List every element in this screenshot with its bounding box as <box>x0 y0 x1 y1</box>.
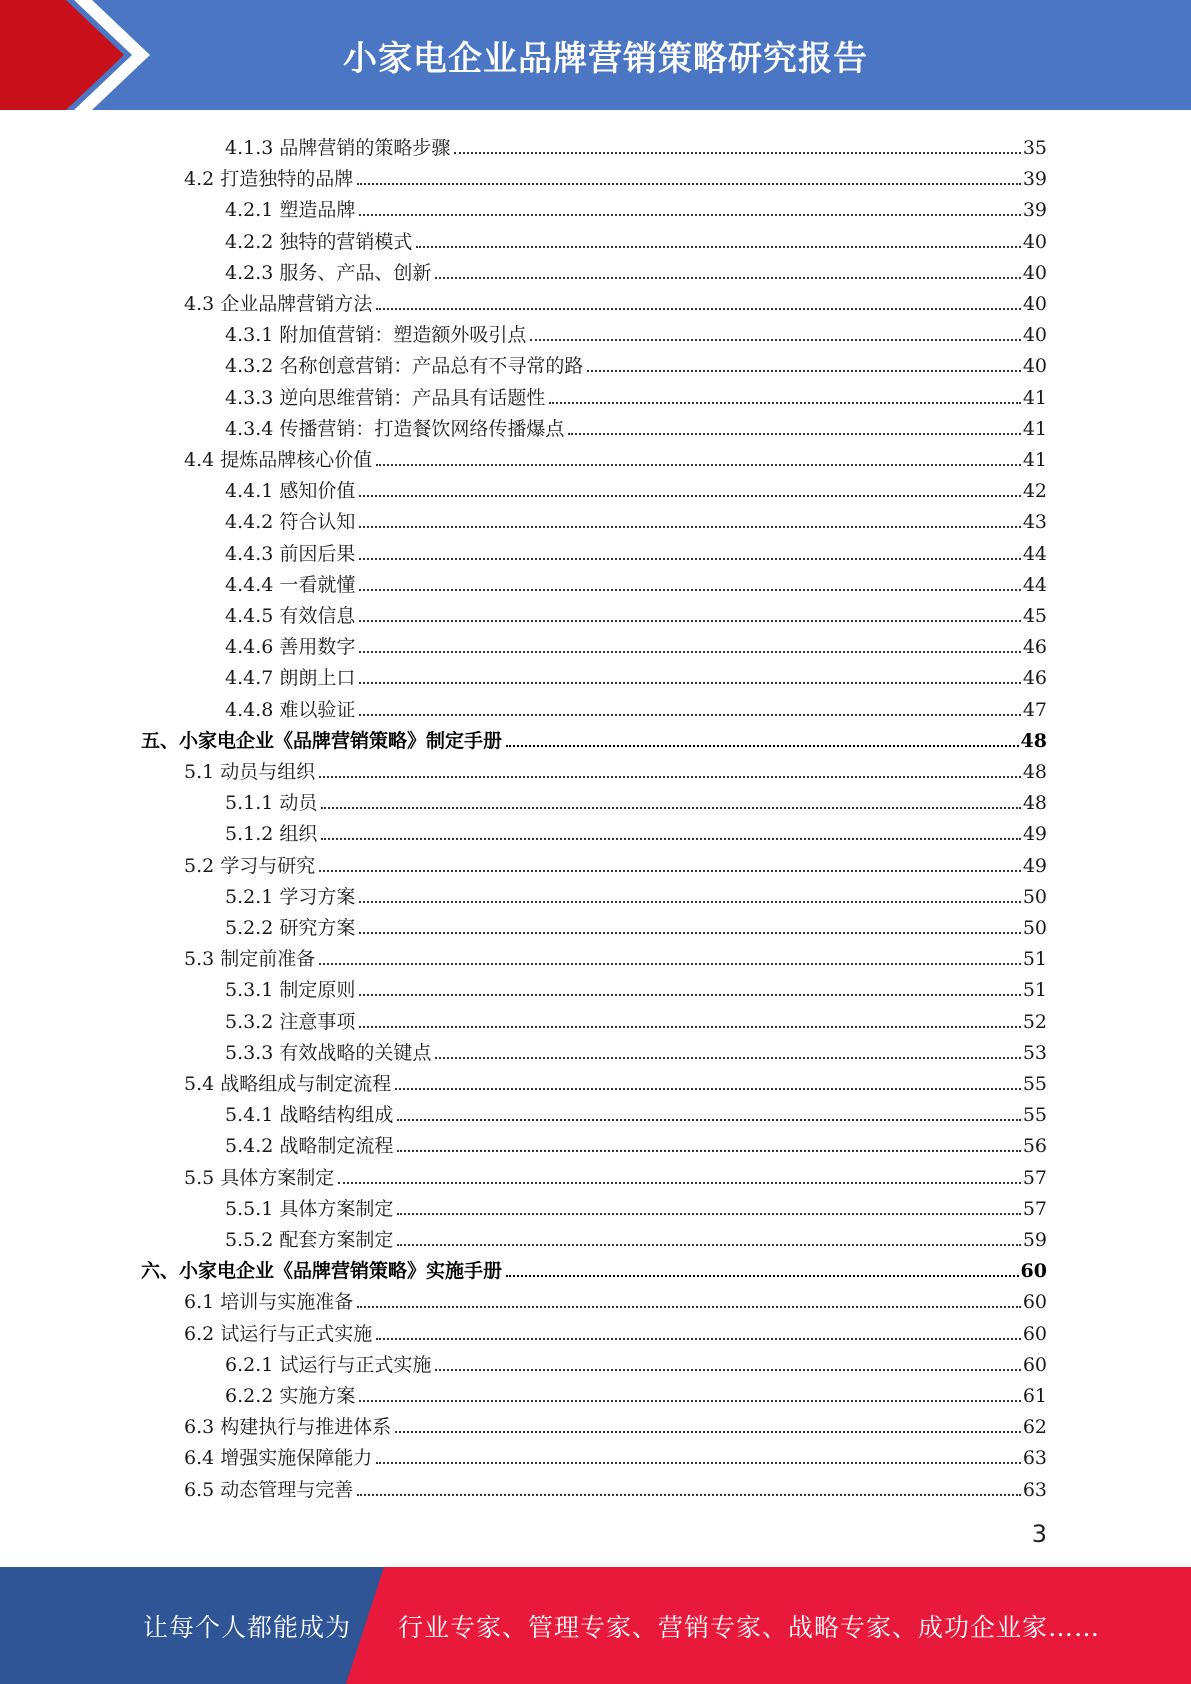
toc-leader-dots <box>338 1182 1021 1184</box>
page-footer <box>0 1567 1191 1684</box>
toc-leader-dots <box>359 901 1020 903</box>
toc-entry-label: 5.1.2 组织 <box>225 823 318 846</box>
toc-leader-dots <box>376 1462 1021 1464</box>
toc-entry-label: 4.2.3 服务、产品、创新 <box>225 261 432 284</box>
toc-entry-page: 55 <box>1022 1104 1047 1127</box>
toc-entry-label: 5.3.3 有效战略的关键点 <box>225 1041 432 1064</box>
toc-leader-dots <box>357 183 1021 185</box>
toc-entry[interactable] <box>225 1095 1047 1126</box>
toc-leader-dots <box>549 402 1020 404</box>
toc-leader-dots <box>359 932 1020 934</box>
toc-leader-dots <box>357 1306 1021 1308</box>
toc-entry-label: 六、小家电企业《品牌营销策略》实施手册 <box>141 1260 503 1283</box>
toc-entry-page: 40 <box>1022 293 1047 315</box>
toc-entry-page: 46 <box>1022 636 1047 659</box>
toc-leader-dots <box>397 1150 1020 1152</box>
toc-entry[interactable] <box>225 1345 1047 1376</box>
toc-entry-page: 60 <box>1022 1322 1047 1345</box>
toc-leader-dots <box>506 1275 1019 1277</box>
toc-entry-page: 50 <box>1022 885 1047 908</box>
toc-leader-dots <box>359 558 1020 560</box>
toc-leader-dots <box>454 152 1020 154</box>
toc-entry-page: 52 <box>1022 1010 1047 1033</box>
toc-entry-page: 53 <box>1022 1041 1047 1064</box>
toc-leader-dots <box>395 1088 1021 1090</box>
toc-entry[interactable] <box>225 190 1047 221</box>
toc-entry-page: 39 <box>1022 199 1047 222</box>
toc-entry-label: 4.4.8 难以验证 <box>225 698 356 721</box>
toc-entry[interactable] <box>184 1158 1047 1189</box>
toc-entry[interactable] <box>225 1002 1047 1033</box>
page-header <box>0 0 1191 110</box>
report-title: 小家电企业品牌营销策略研究报告 <box>343 38 868 79</box>
toc-entry-page: 57 <box>1022 1197 1047 1220</box>
toc-entry-label: 5.4 战略组成与制定流程 <box>184 1073 392 1095</box>
toc-entry-page: 61 <box>1022 1385 1047 1407</box>
toc-entry-page: 55 <box>1022 1073 1047 1095</box>
toc-entry-page: 44 <box>1022 542 1047 565</box>
toc-entry-label: 4.4.4 一看就懂 <box>225 573 356 596</box>
toc-entry-page: 47 <box>1022 698 1047 721</box>
page-number: 3 <box>1031 1520 1047 1548</box>
toc-entry-page: 40 <box>1022 230 1047 253</box>
toc-leader-dots <box>321 838 1020 840</box>
toc-entry-page: 43 <box>1022 511 1047 534</box>
toc-entry-page: 48 <box>1022 792 1047 815</box>
toc-leader-dots <box>319 963 1021 965</box>
toc-entry-page: 41 <box>1022 386 1047 409</box>
toc-entry-label: 5.2.2 研究方案 <box>225 917 356 939</box>
toc-leader-dots <box>397 1244 1020 1246</box>
toc-leader-dots <box>359 1026 1020 1028</box>
toc-entry-page: 63 <box>1022 1447 1047 1470</box>
toc-entry-label: 6.4 增强实施保障能力 <box>184 1447 373 1470</box>
toc-entry-label: 5.3.1 制定原则 <box>225 979 356 1002</box>
toc-leader-dots <box>319 870 1021 872</box>
toc-entry-page: 48 <box>1020 729 1047 752</box>
toc-leader-dots <box>568 433 1020 435</box>
toc-leader-dots <box>359 620 1020 622</box>
toc-entry-page: 41 <box>1022 417 1047 440</box>
toc-entry[interactable] <box>225 814 1047 845</box>
toc-leader-dots <box>395 1431 1021 1433</box>
toc-entry[interactable] <box>225 658 1047 689</box>
toc-entry-page: 45 <box>1022 605 1047 627</box>
footer-slogan-left: 让每个人都能成为 <box>143 1612 352 1642</box>
footer-slogan-right: 行业专家、管理专家、营销专家、战略专家、成功企业家…… <box>398 1612 1101 1642</box>
toc-leader-dots <box>359 1400 1020 1402</box>
toc-leader-dots <box>397 1119 1020 1121</box>
toc-entry[interactable] <box>225 222 1047 253</box>
toc-leader-dots <box>357 1494 1021 1496</box>
toc-entry-label: 6.5 动态管理与完善 <box>184 1478 354 1501</box>
toc-entry[interactable] <box>184 1064 1047 1095</box>
toc-entry-page: 39 <box>1022 168 1047 191</box>
toc-entry-label: 5.3 制定前准备 <box>184 948 316 971</box>
toc-entry[interactable] <box>225 315 1047 346</box>
toc-leader-dots <box>397 1213 1020 1215</box>
toc-entry-label: 5.5.1 具体方案制定 <box>225 1197 394 1220</box>
toc-entry[interactable] <box>225 596 1047 627</box>
toc-entry-label: 4.2.2 独特的营销模式 <box>225 230 413 253</box>
toc-entry-label: 4.3.4 传播营销：打造餐饮网络传播爆点 <box>225 417 565 440</box>
toc-leader-dots <box>359 589 1020 591</box>
toc-entry[interactable] <box>184 1438 1047 1469</box>
toc-entry[interactable] <box>225 471 1047 502</box>
toc-entry-label: 4.4 提炼品牌核心价值 <box>184 449 373 471</box>
toc-entry-label: 4.4.3 前因后果 <box>225 542 356 565</box>
toc-leader-dots <box>321 807 1020 809</box>
toc-entry-page: 40 <box>1022 355 1047 378</box>
toc-entry-page: 49 <box>1022 823 1047 846</box>
toc-entry-label: 5.3.2 注意事项 <box>225 1010 356 1033</box>
toc-leader-dots <box>435 1057 1020 1059</box>
toc-entry[interactable] <box>184 752 1047 783</box>
toc-entry-label: 5.4.2 战略制定流程 <box>225 1135 394 1158</box>
toc-entry-label: 4.4.1 感知价值 <box>225 480 356 503</box>
toc-entry-label: 5.5 具体方案制定 <box>184 1166 335 1189</box>
toc-entry-label: 五、小家电企业《品牌营销策略》制定手册 <box>141 729 503 752</box>
toc-entry-page: 48 <box>1022 761 1047 783</box>
toc-entry[interactable] <box>225 534 1047 565</box>
toc-entry-label: 4.4.6 善用数字 <box>225 636 356 659</box>
toc-entry-label: 4.4.5 有效信息 <box>225 605 356 627</box>
toc-entry[interactable] <box>225 1376 1047 1407</box>
toc-entry-label: 4.2.1 塑造品牌 <box>225 199 356 222</box>
toc-entry[interactable] <box>184 284 1047 315</box>
toc-entry-label: 4.2 打造独特的品牌 <box>184 168 354 191</box>
toc-entry-page: 62 <box>1022 1416 1047 1439</box>
toc-entry-page: 56 <box>1022 1135 1047 1158</box>
toc-leader-dots <box>359 495 1020 497</box>
toc-entry-label: 4.3.1 附加值营销：塑造额外吸引点 <box>225 324 527 347</box>
toc-leader-dots <box>359 682 1020 684</box>
toc-leader-dots <box>359 714 1020 716</box>
toc-entry-label: 5.5.2 配套方案制定 <box>225 1229 394 1251</box>
toc-entry-label: 4.1.3 品牌营销的策略步骤 <box>225 137 451 159</box>
toc-entry[interactable] <box>184 939 1047 970</box>
toc-entry-label: 4.3.3 逆向思维营销：产品具有话题性 <box>225 386 546 409</box>
toc-entry-label: 5.1.1 动员 <box>225 792 318 815</box>
toc-leader-dots <box>435 277 1020 279</box>
toc-entry[interactable] <box>225 908 1047 939</box>
toc-entry-page: 35 <box>1022 137 1047 159</box>
toc-leader-dots <box>359 994 1020 996</box>
toc-entry-label: 5.2 学习与研究 <box>184 854 316 877</box>
toc-entry[interactable] <box>225 1220 1047 1251</box>
toc-entry[interactable] <box>225 1033 1047 1064</box>
toc-entry-page: 63 <box>1022 1478 1047 1501</box>
toc-entry-label: 6.2.2 实施方案 <box>225 1385 356 1407</box>
toc-entry-page: 44 <box>1022 573 1047 596</box>
toc-leader-dots <box>376 1338 1021 1340</box>
toc-leader-dots <box>359 526 1020 528</box>
toc-leader-dots <box>587 370 1020 372</box>
toc-leader-dots <box>359 214 1020 216</box>
toc-entry-label: 6.2.1 试运行与正式实施 <box>225 1353 432 1376</box>
toc-leader-dots <box>376 308 1021 310</box>
toc-entry[interactable] <box>184 1314 1047 1345</box>
toc-leader-dots <box>530 339 1020 341</box>
toc-entry-label: 5.4.1 战略结构组成 <box>225 1104 394 1127</box>
toc-entry[interactable] <box>225 128 1047 159</box>
toc-entry[interactable] <box>225 346 1047 377</box>
toc-entry[interactable] <box>141 721 1047 752</box>
toc-entry[interactable] <box>141 1251 1047 1282</box>
toc-entry-label: 5.1 动员与组织 <box>184 761 316 783</box>
toc-entry-page: 49 <box>1022 854 1047 877</box>
toc-leader-dots <box>416 246 1020 248</box>
toc-entry[interactable] <box>225 409 1047 440</box>
toc-entry[interactable] <box>225 253 1047 284</box>
toc-entry[interactable] <box>184 846 1047 877</box>
toc-entry[interactable] <box>184 159 1047 190</box>
toc-entry-page: 41 <box>1022 449 1047 471</box>
toc-entry-page: 40 <box>1022 261 1047 284</box>
toc-entry[interactable] <box>184 1407 1047 1438</box>
toc-leader-dots <box>319 776 1021 778</box>
toc-entry[interactable] <box>225 1189 1047 1220</box>
toc-entry-page: 46 <box>1022 667 1047 690</box>
toc-entry[interactable] <box>184 1282 1047 1313</box>
toc-entry-page: 50 <box>1022 917 1047 939</box>
toc-entry[interactable] <box>184 1470 1047 1501</box>
toc-leader-dots <box>435 1369 1020 1371</box>
toc-entry-label: 4.3 企业品牌营销方法 <box>184 293 373 315</box>
toc-entry-page: 51 <box>1022 948 1047 971</box>
toc-entry[interactable] <box>184 440 1047 471</box>
toc-entry-page: 60 <box>1022 1291 1047 1314</box>
toc-entry-page: 57 <box>1022 1166 1047 1189</box>
toc-entry-page: 60 <box>1020 1260 1047 1283</box>
toc-entry-label: 4.4.2 符合认知 <box>225 511 356 534</box>
toc-entry-page: 40 <box>1022 324 1047 347</box>
toc-entry-page: 59 <box>1022 1229 1047 1251</box>
toc-entry-label: 6.2 试运行与正式实施 <box>184 1322 373 1345</box>
toc-entry[interactable] <box>225 690 1047 721</box>
toc-entry-page: 42 <box>1022 480 1047 503</box>
toc-entry-page: 60 <box>1022 1353 1047 1376</box>
toc-entry-label: 5.2.1 学习方案 <box>225 885 356 908</box>
toc-entry-page: 51 <box>1022 979 1047 1002</box>
toc-entry[interactable] <box>225 502 1047 533</box>
toc-leader-dots <box>506 745 1019 747</box>
toc-entry[interactable] <box>225 970 1047 1001</box>
toc-entry-label: 4.4.7 朗朗上口 <box>225 667 356 690</box>
toc-entry-label: 6.1 培训与实施准备 <box>184 1291 354 1314</box>
toc-entry[interactable] <box>225 565 1047 596</box>
toc-entry[interactable] <box>225 627 1047 658</box>
toc-leader-dots <box>376 464 1021 466</box>
toc-entry[interactable] <box>225 783 1047 814</box>
toc-entry-label: 6.3 构建执行与推进体系 <box>184 1416 392 1439</box>
toc-entry[interactable] <box>225 877 1047 908</box>
toc-entry[interactable] <box>225 378 1047 409</box>
toc-entry-label: 4.3.2 名称创意营销：产品总有不寻常的路 <box>225 355 584 378</box>
toc-leader-dots <box>359 651 1020 653</box>
toc-entry[interactable] <box>225 1126 1047 1157</box>
